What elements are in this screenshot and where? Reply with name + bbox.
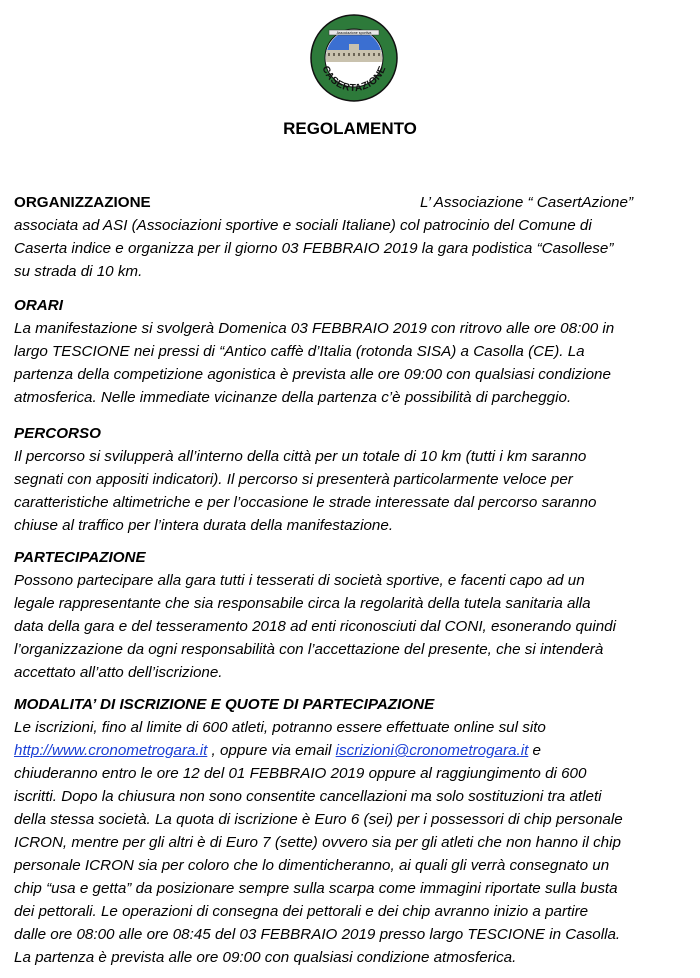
email-link[interactable]: iscrizioni@cronometrogara.it (335, 742, 529, 759)
site-link[interactable]: http://www.cronometrogara.it (14, 742, 208, 759)
link-end-text: e (528, 742, 541, 759)
logo-text: CASERTAZIONE (319, 64, 389, 95)
paragraph-line: atmosferica. Nelle immediate vicinanze della partenza c’è possibilità di parcheggio. (14, 389, 572, 406)
castle-emblem-icon (309, 10, 399, 106)
paragraph-line: Il percorso si svilupperà all’interno della città per un totale di 10 km (tutti i km saranno (14, 448, 587, 465)
paragraph-line-links (14, 739, 690, 762)
section-heading: ORARI (14, 297, 63, 314)
paragraph-line: chiuderanno entro le ore 12 del 01 FEBBRAIO 2019 oppure al raggiungimento di 600 (14, 765, 587, 782)
paragraph-line: associata ad ASI (Associazioni sportive e sociali Italiane) col patrocinio del Comune di (14, 217, 592, 234)
paragraph-line: su strada di 10 km. (14, 263, 143, 280)
paragraph-line: caratteristiche altimetriche e per l’occasione le strade interessate dal percorso saranno (14, 494, 597, 511)
paragraph-line: partenza della competizione agonistica è prevista alle ore 09:00 con qualsiasi condizione (14, 366, 611, 383)
paragraph-line: Le iscrizioni, fino al limite di 600 atleti, potranno essere effettuate online sul sito (14, 719, 546, 736)
paragraph-line: La manifestazione si svolgerà Domenica 03 FEBBRAIO 2019 con ritrovo alle ore 08:00 in (14, 320, 615, 337)
section-heading: PERCORSO (14, 425, 101, 442)
paragraph-line: iscritti. Dopo la chiusura non sono consentite cancellazioni ma solo sostituzioni tra atleti (14, 788, 602, 805)
section-heading: ORGANIZZAZIONE (14, 194, 151, 211)
paragraph-line: chip “usa e getta” da posizionare sempre sulla scarpa come immagini riportate sulla busta (14, 880, 618, 897)
paragraph-line: data della gara e del tesseramento 2018 ad enti riconosciuti dal CONI, esonerando quindi (14, 618, 616, 635)
paragraph-line: dalle ore 08:00 alle ore 08:45 del 03 FEBBRAIO 2019 presso largo TESCIONE in Casolla. (14, 926, 621, 943)
section-partecipazione (14, 546, 690, 684)
paragraph-line: personale ICRON sia per coloro che lo dimenticheranno, ai quali gli verrà consegnato un (14, 857, 610, 874)
paragraph-line: chiuse al traffico per l’intera durata della manifestazione. (14, 517, 394, 534)
association-name: L’ Associazione “ CasertAzione” (420, 194, 634, 211)
section-heading: PARTECIPAZIONE (14, 549, 146, 566)
paragraph-line: La partenza è prevista alle ore 09:00 con qualsiasi condizione atmosferica. (14, 949, 517, 966)
section-modalita-iscrizione (14, 693, 690, 969)
section-percorso (14, 422, 690, 537)
paragraph-line: l’organizzazione da ogni responsabilità con l’accettazione del presente, che si intenderà (14, 641, 604, 658)
paragraph-line: Caserta indice e organizza per il giorno 03 FEBBRAIO 2019 la gara podistica “Casollese” (14, 240, 614, 257)
paragraph-line: accettato all’atto dell’iscrizione. (14, 664, 223, 681)
link-separator-text: , oppure via email (207, 742, 336, 759)
paragraph-line: largo TESCIONE nei pressi di “Antico caffè d’Italia (rotonda SISA) a Casolla (CE). La (14, 343, 585, 360)
association-logo (309, 10, 399, 106)
section-organizzazione (14, 191, 690, 283)
page-title: REGOLAMENTO (283, 119, 417, 138)
logo-top-text: Associazione sportiva (336, 31, 372, 35)
paragraph-line: dei pettorali. Le operazioni di consegna dei pettorali e dei chip avranno inizio a partire (14, 903, 589, 920)
paragraph-line: Possono partecipare alla gara tutti i tesserati di società sportive, e facenti capo ad un (14, 572, 585, 589)
paragraph-line: della stessa società. La quota di iscrizione è Euro 6 (sei) per i possessori di chip personale (14, 811, 623, 828)
paragraph-line: segnati con appositi indicatori). Il percorso si presenterà particolarmente veloce per (14, 471, 573, 488)
paragraph-line: ICRON, mentre per gli altri è di Euro 7 (sette) ovvero sia per gli atleti che non hanno il chip (14, 834, 621, 851)
section-orari (14, 294, 690, 409)
section-heading: MODALITA’ DI ISCRIZIONE E QUOTE DI PARTECIPAZIONE (14, 696, 435, 713)
paragraph-line: legale rappresentante che sia responsabile circa la regolarità della tutela sanitaria alla (14, 595, 591, 612)
